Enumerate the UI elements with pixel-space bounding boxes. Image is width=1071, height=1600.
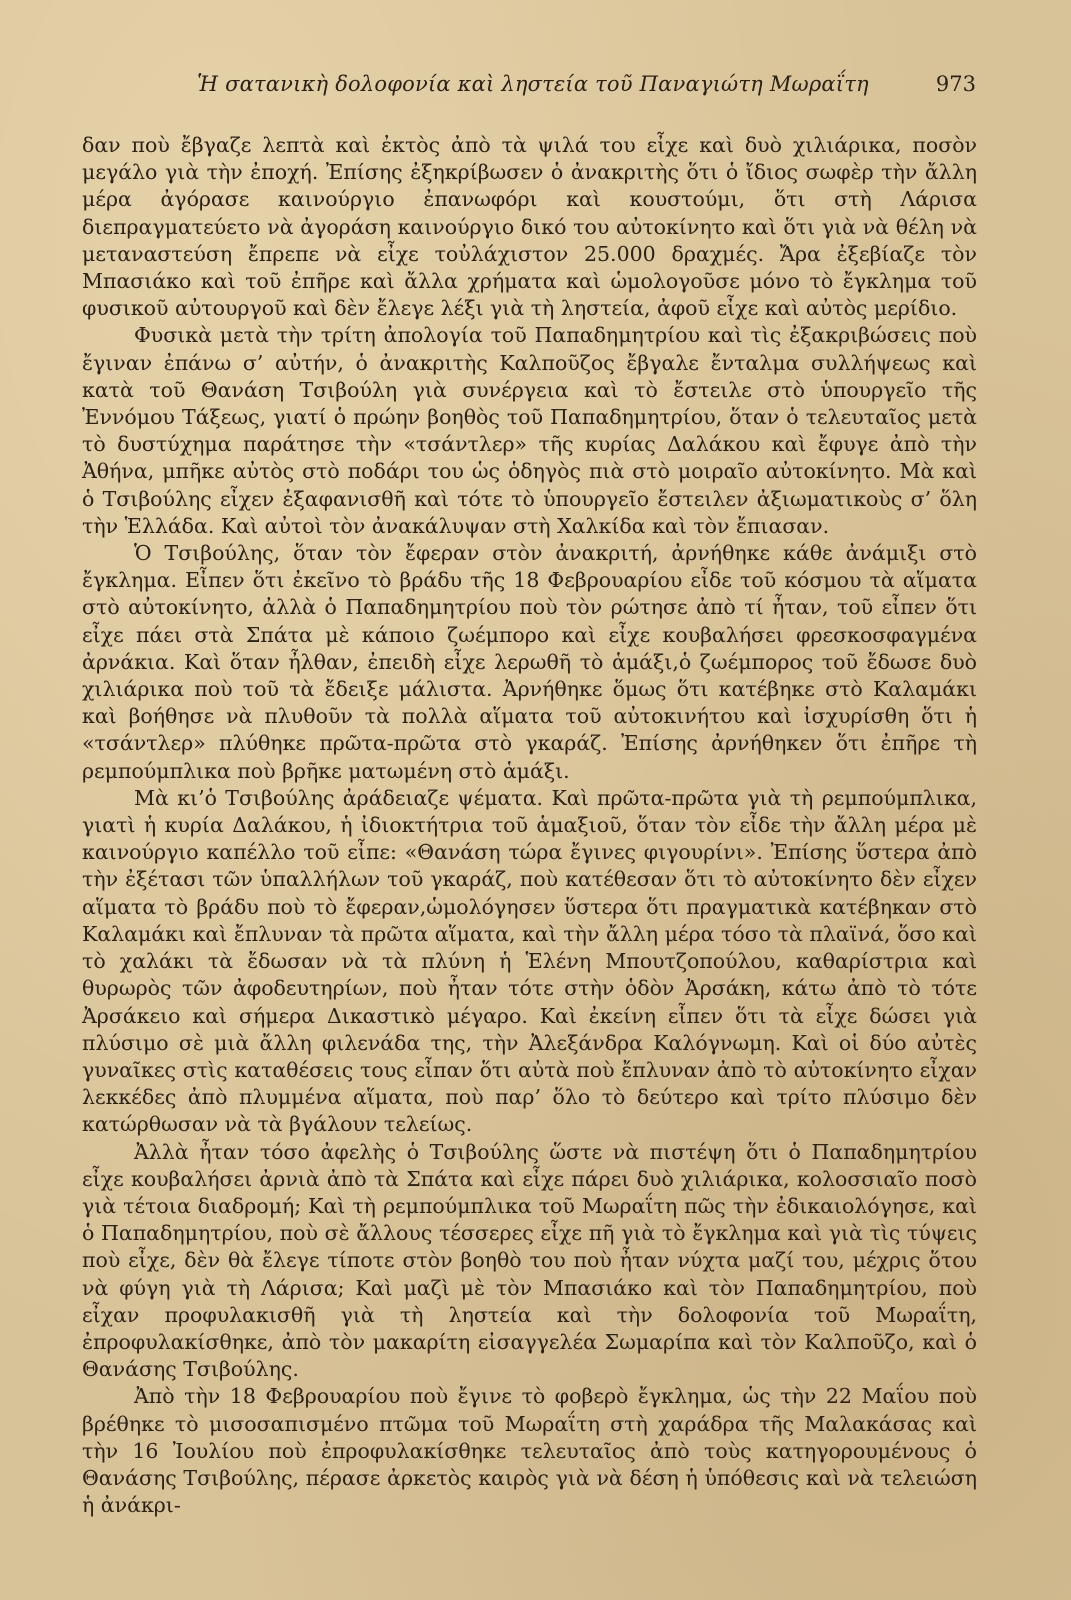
running-title: Ἡ σατανικὴ δολοφονία καὶ ληστεία τοῦ Παναγιώτη Μωραΐτη xyxy=(197,72,869,96)
paragraph-5: Ἀλλὰ ἦταν τόσο ἀφελὴς ὁ Τσιβούλης ὥστε νὰ πιστέψη ὅτι ὁ Παπαδημητρίου εἶχε κουβαλήσει ἀρνιὰ ἀπὸ τὰ Σπάτα καὶ εἶχε πάρει δυὸ χιλιάρικα, κολοσσιαῖο ποσὸ γιὰ τέτοια διαδρομή; Καὶ τὴ ρεμπούμπλικα τοῦ Μωραΐτη πῶς τὴν ἐδικαιολόγησε, καὶ ὁ Παπαδημητρίου, ποὺ σὲ ἄλλους τέσσερες εἶχε πῆ γιὰ τὸ ἔγκλημα καὶ γιὰ τὶς τύψεις ποὺ εἶχε, δὲν θὰ ἔλεγε τίποτε στὸν βοηθὸ του ποὺ ἦταν νύχτα μαζί του, μέχρις ὅτου νὰ φύγη γιὰ τὴ Λάρισα; Καὶ μαζὶ μὲ τὸν Μπασιάκο καὶ τὸν Παπαδημητρίου, ποὺ εἶχαν προφυλακισθῆ γιὰ τὴ ληστεία καὶ τὴν δολοφονία τοῦ Μωραΐτη, ἐπροφυλακίσθηκε, ἀπὸ τὸν μακαρίτη εἰσαγγελέα Σωμαρίπα καὶ τὸν Καλποῦζο, καὶ ὁ Θανάσης Τσιβούλης. xyxy=(82,1139,977,1382)
paragraph-2: Φυσικὰ μετὰ τὴν τρίτη ἀπολογία τοῦ Παπαδημητρίου καὶ τὶς ἐξακριβώσεις ποὺ ἔγιναν ἐπάνω σ’ αὐτήν, ὁ ἀνακριτὴς Καλποῦζος ἔβγαλε ἔνταλμα συλλήψεως καὶ κατὰ τοῦ Θανάση Τσιβούλη γιὰ συνέργεια καὶ τὸ ἔστειλε στὸ ὑπουργεῖο τῆς Ἐννόμου Τάξεως, γιατί ὁ πρώην βοηθὸς τοῦ Παπαδημητρίου, ὅταν ὁ τελευταῖος μετὰ τὸ δυστύχημα παράτησε τὴν «τσάντλερ» τῆς κυρίας Δαλάκου καὶ ἔφυγε ἀπὸ τὴν Ἀθήνα, μπῆκε αὐτὸς στὸ ποδάρι του ὡς ὁδηγὸς πιὰ στὸ μοιραῖο αὐτοκίνητο. Μὰ καὶ ὁ Τσιβούλης εἶχεν ἐξαφανισθῆ καὶ τότε τὸ ὑπουργεῖο ἔστειλεν ἀξιωματικοὺς σ’ ὅλη τὴν Ἑλλάδα. Καὶ αὐτοὶ τὸν ἀνακάλυψαν στὴ Χαλκίδα καὶ τὸν ἔπιασαν. xyxy=(82,323,977,538)
paragraph-3: Ὁ Τσιβούλης, ὅταν τὸν ἔφεραν στὸν ἀνακριτή, ἀρνήθηκε κάθε ἀνάμιξι στὸ ἔγκλημα. Εἶπεν ὅτι ἐκεῖνο τὸ βράδυ τῆς 18 Φεβρουαρίου εἶδε τοῦ κόσμου τὰ αἵματα στὸ αὐτοκίνητο, ἀλλὰ ὁ Παπαδημητρίου ποὺ τὸν ρώτησε ἀπὸ τί ἦταν, τοῦ εἶπεν ὅτι εἶχε πάει στὰ Σπάτα μὲ κάποιο ζωέμπορο καὶ εἶχε κουβαλήσει φρεσκοσφαγμένα ἀρνάκια. Καὶ ὅταν ἦλθαν, ἐπειδὴ εἶχε λερωθῆ τὸ ἁμάξι,ὁ ζωέμπορος τοῦ ἔδωσε δυὸ χιλιάρικα ποὺ τοῦ τὰ ἔδειξε μάλιστα. Ἀρνήθηκε ὅμως ὅτι κατέβηκε στὸ Καλαμάκι καὶ βοήθησε νὰ πλυθοῦν τὰ πολλὰ αἵματα τοῦ αὐτοκινήτου καὶ ἰσχυρίσθη ὅτι ἡ «τσάντλερ» πλύθηκε πρῶτα-πρῶτα στὸ γκαράζ. Ἐπίσης ἀρνήθηκεν ὅτι ἐπῆρε τὴ ρεμπούμπλικα ποὺ βρῆκε ματωμένη στὸ ἁμάξι. xyxy=(82,541,977,783)
page-number: 973 xyxy=(935,72,976,96)
paragraph-4: Μὰ κι’ὁ Τσιβούλης ἀράδειαζε ψέματα. Καὶ πρῶτα-πρῶτα γιὰ τὴ ρεμπούμπλικα, γιατὶ ἡ κυρία Δαλάκου, ἡ ἰδιοκτήτρια τοῦ ἁμαξιοῦ, ὅταν τὸν εἶδε τὴν ἄλλη μέρα μὲ καινούργιο καπέλλο τοῦ εἶπε: «Θανάση τώρα ἔγινες φιγουρίνι». Ἐπίσης ὕστερα ἀπὸ τὴν ἐξέτασι τῶν ὑπαλλήλων τοῦ γκαράζ, ποὺ κατέθεσαν ὅτι τὸ αὐτοκίνητο δὲν εἶχεν αἵματα τὸ βράδυ ποὺ τὸ ἔφεραν,ὡμολόγησεν ὕστερα ὅτι πραγματικὰ κατέβηκαν στὸ Καλαμάκι καὶ ἔπλυναν τὰ πρῶτα αἵματα, καὶ τὴν ἄλλη μέρα τόσο τὰ πλαϊνά, ὅσο καὶ τὸ χαλάκι τὰ ἔδωσαν νὰ τὰ πλύνη ἡ Ἑλένη Μπουτζοπούλου, καθαρίστρια καὶ θυρωρὸς τῶν ἀφοδευτηρίων, ποὺ ἦταν τότε στὴν ὁδὸν Ἀρσάκη, κάτω ἀπὸ τὸ τότε Ἀρσάκειο καὶ σήμερα Δικαστικὸ μέγαρο. Καὶ ἐκείνη εἶπεν ὅτι τὰ εἶχε δώσει γιὰ πλύσιμο σὲ μιὰ ἄλλη φιλενάδα της, τὴν Ἀλεξάνδρα Καλόγνωμη. Καὶ οἱ δύο αὐτὲς γυναῖκες στὶς καταθέσεις τους εἶπαν ὅτι αὐτὰ ποὺ ἔπλυναν ἀπὸ τὸ αὐτοκίνητο εἶχαν λεκκέδες ἀπὸ πλυμμένα αἵματα, ποὺ παρ’ ὅλο τὸ δεύτερο καὶ τρίτο πλύσιμο δὲν κατώρθωσαν νὰ τὰ βγάλουν τελείως. xyxy=(82,785,977,1137)
page-header xyxy=(90,72,976,104)
paragraph-1: δαν ποὺ ἔβγαζε λεπτὰ καὶ ἐκτὸς ἀπὸ τὰ ψιλά του εἶχε καὶ δυὸ χιλιάρικα, ποσὸν μεγάλο γιὰ τὴν ἐποχή. Ἐπίσης ἐξηκρίβωσεν ὁ ἀνακριτὴς ὅτι ὁ ἴδιος σωφὲρ τὴν ἄλλη μέρα ἀγόρασε καινούργιο ἐπανωφόρι καὶ κουστούμι, ὅτι στὴ Λάρισα διεπραγματεύετο νὰ ἀγοράση καινούργιο δικό του αὐτοκίνητο καὶ ὅτι γιὰ νὰ θέλη νὰ μεταναστεύση ἔπρεπε νὰ εἶχε τοὐλάχιστον 25.000 δραχμές. Ἄρα ἐξεβίαζε τὸν Μπασιάκο καὶ τοῦ ἐπῆρε καὶ ἄλλα χρήματα καὶ ὡμολογοῦσε μόνο τὸ ἔγκλημα τοῦ φυσικοῦ αὐτουργοῦ καὶ δὲν ἔλεγε λέξι γιὰ τὴ ληστεία, ἀφοῦ εἶχε καὶ αὐτὸς μερίδιο. xyxy=(82,133,977,321)
paragraph-6: Ἀπὸ τὴν 18 Φεβρουαρίου ποὺ ἔγινε τὸ φοβερὸ ἔγκλημα, ὡς τὴν 22 Μαΐου ποὺ βρέθηκε τὸ μισοσαπισμένο πτῶμα τοῦ Μωραΐτη στὴ χαράδρα τῆς Μαλακάσας καὶ τὴν 16 Ἰουλίου ποὺ ἐπροφυλακίσθηκε τελευταῖος ἀπὸ τοὺς κατηγορουμένους ὁ Θανάσης Τσιβούλης, πέρασε ἀρκετὸς καιρὸς γιὰ νὰ δέση ἡ ὑπόθεσις καὶ νὰ τελειώση ἡ ἀνάκρι- xyxy=(82,1384,977,1518)
body-text xyxy=(82,132,977,1519)
